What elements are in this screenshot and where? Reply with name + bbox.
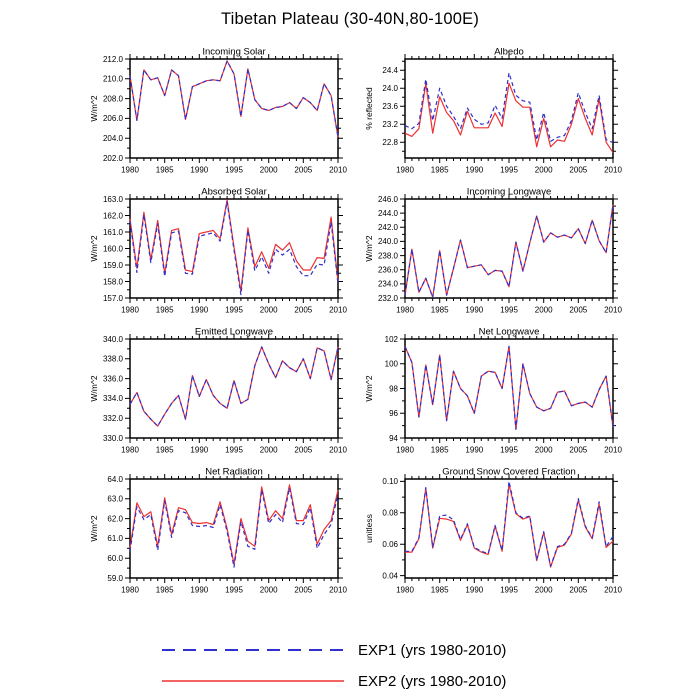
x-tick-label: 2005 [569, 305, 588, 315]
series-line-exp1 [130, 347, 338, 426]
chart-title: Absorbed Solar [201, 186, 267, 198]
series-line-exp2 [130, 485, 338, 564]
y-tick-label: 100 [384, 359, 398, 369]
y-tick-label: 242.0 [377, 223, 398, 233]
chart-title: Incoming Longwave [466, 186, 552, 198]
y-tick-label: 204.0 [102, 134, 123, 143]
y-tick-label: 332.0 [102, 414, 123, 423]
x-tick-label: 1995 [500, 165, 518, 175]
x-tick-label: 1995 [225, 305, 243, 315]
y-tick-label: 212.0 [102, 54, 123, 64]
chart-ground-snow-covered-fraction [364, 467, 622, 595]
x-tick-label: 1995 [225, 445, 243, 455]
y-axis-unit-label: W/m^2 [89, 235, 99, 262]
y-tick-label: 60.0 [107, 554, 123, 563]
y-axis-unit-label: W/m^2 [364, 235, 374, 262]
plot-frame [130, 339, 338, 438]
y-tick-label: 59.0 [107, 573, 123, 583]
y-tick-label: 238.0 [377, 251, 398, 261]
x-tick-label: 2010 [329, 585, 347, 595]
series-line-exp2 [130, 347, 338, 426]
y-axis-unit-label: W/m^2 [89, 515, 99, 542]
x-tick-label: 2000 [259, 445, 278, 455]
x-tick-label: 2000 [534, 585, 553, 595]
x-tick-label: 1985 [430, 305, 449, 315]
y-tick-label: 236.0 [377, 265, 398, 275]
x-tick-label: 1995 [500, 445, 518, 455]
chart-net-radiation [89, 467, 347, 595]
y-tick-label: 336.0 [102, 374, 123, 384]
y-tick-label: 102 [384, 334, 398, 344]
x-tick-label: 1985 [430, 165, 449, 175]
y-tick-label: 24.0 [382, 84, 398, 94]
x-tick-label: 1990 [465, 585, 484, 595]
series-line-exp1 [405, 481, 613, 566]
x-tick-label: 2000 [259, 585, 278, 595]
x-tick-label: 1985 [430, 585, 449, 595]
x-tick-label: 1985 [155, 585, 174, 595]
x-tick-label: 1990 [190, 585, 209, 595]
x-tick-label: 2000 [534, 305, 553, 315]
page-title: Tibetan Plateau (30-40N,80-100E) [220, 10, 480, 28]
x-tick-label: 2010 [604, 165, 622, 175]
y-tick-label: 330.0 [102, 433, 123, 443]
y-tick-label: 0.04 [382, 571, 398, 581]
axis-ticks [400, 54, 618, 163]
y-axis-unit-label: W/m^2 [364, 375, 374, 402]
chart-emitted-longwave [89, 327, 347, 455]
y-axis-unit-label: % reflected [364, 87, 374, 130]
series-line-exp2 [405, 83, 613, 152]
x-tick-label: 2010 [604, 445, 622, 455]
x-tick-label: 2005 [294, 445, 313, 455]
chart-title: Albedo [494, 46, 524, 58]
x-tick-label: 1990 [465, 305, 484, 315]
x-tick-label: 2000 [259, 165, 278, 175]
plot-frame [405, 479, 613, 578]
x-tick-label: 1980 [121, 445, 139, 455]
y-tick-label: 63.0 [107, 494, 123, 504]
y-tick-label: 0.10 [382, 477, 398, 487]
series-line-exp2 [405, 346, 613, 429]
y-tick-label: 338.0 [102, 354, 123, 364]
chart-net-longwave [364, 327, 622, 455]
chart-title: Net Radiation [205, 466, 263, 478]
x-tick-label: 2010 [604, 305, 622, 315]
x-tick-label: 1990 [190, 305, 209, 315]
legend-line-exp1-icon [160, 647, 346, 653]
y-tick-label: 246.0 [377, 194, 398, 204]
x-tick-label: 1995 [225, 165, 243, 175]
x-tick-label: 1990 [190, 445, 209, 455]
series-line-exp2 [130, 61, 338, 137]
x-tick-label: 1985 [430, 445, 449, 455]
y-tick-label: 334.0 [102, 394, 123, 404]
x-tick-label: 1980 [121, 305, 139, 315]
chart-albedo [364, 47, 622, 175]
chart-incoming-solar [89, 47, 347, 175]
axis-ticks [125, 54, 343, 163]
y-tick-label: 161.0 [102, 227, 123, 237]
y-tick-label: 0.06 [382, 540, 398, 550]
axis-ticks [400, 474, 618, 583]
y-axis-unit-label: W/m^2 [89, 375, 99, 402]
x-tick-label: 2010 [329, 165, 347, 175]
legend-line-exp2-icon [160, 678, 346, 684]
x-tick-label: 2010 [329, 305, 347, 315]
y-tick-label: 240.0 [377, 237, 398, 247]
legend [160, 639, 580, 700]
x-tick-label: 1980 [396, 165, 414, 175]
chart-incoming-longwave [364, 187, 622, 315]
series-line-exp1 [130, 61, 338, 137]
x-tick-label: 2005 [294, 585, 313, 595]
y-axis-unit-label: W/m^2 [89, 95, 99, 122]
series-line-exp1 [130, 488, 338, 567]
x-tick-label: 2010 [329, 445, 347, 455]
x-tick-label: 1980 [396, 585, 414, 595]
y-tick-label: 210.0 [102, 74, 123, 84]
x-tick-label: 1990 [465, 445, 484, 455]
y-tick-label: 234.0 [377, 279, 398, 289]
x-tick-label: 1995 [500, 305, 518, 315]
chart-absorbed-solar [89, 187, 347, 315]
chart-title: Incoming Solar [202, 46, 266, 58]
y-tick-label: 163.0 [102, 194, 123, 204]
y-tick-label: 22.8 [382, 138, 398, 148]
legend-label-exp2: EXP2 (yrs 1980-2010) [358, 672, 507, 690]
y-tick-label: 157.0 [102, 293, 123, 303]
x-tick-label: 1980 [121, 585, 139, 595]
y-tick-label: 202.0 [102, 153, 123, 163]
y-tick-label: 340.0 [102, 334, 123, 344]
plot-frame [405, 339, 613, 438]
series-line-exp1 [405, 346, 613, 429]
y-tick-label: 244.0 [377, 208, 398, 218]
x-tick-label: 1985 [155, 165, 174, 175]
x-tick-label: 1995 [500, 585, 518, 595]
x-tick-label: 1985 [155, 305, 174, 315]
x-tick-label: 2010 [604, 585, 622, 595]
y-tick-label: 23.6 [382, 102, 398, 112]
y-tick-label: 94 [389, 433, 398, 443]
x-tick-label: 2005 [294, 305, 313, 315]
series-line-exp2 [405, 485, 613, 568]
chart-title: Net Longwave [478, 326, 540, 338]
x-tick-label: 2005 [569, 165, 588, 175]
y-tick-label: 160.0 [102, 244, 123, 254]
x-tick-label: 2000 [534, 165, 553, 175]
y-tick-label: 62.0 [107, 514, 123, 524]
legend-item-exp1 [160, 639, 580, 661]
x-tick-label: 2000 [534, 445, 553, 455]
x-tick-label: 1980 [396, 305, 414, 315]
y-tick-label: 159.0 [102, 260, 123, 270]
y-tick-label: 158.0 [102, 277, 123, 287]
y-tick-label: 96 [389, 409, 398, 419]
y-tick-label: 208.0 [102, 94, 123, 104]
x-tick-label: 2005 [569, 585, 588, 595]
x-tick-label: 1980 [396, 445, 414, 455]
chart-title: Ground Snow Covered Fraction [442, 466, 576, 478]
y-tick-label: 206.0 [102, 114, 123, 124]
chart-title: Emitted Longwave [194, 326, 274, 338]
x-tick-label: 1985 [155, 445, 174, 455]
y-tick-label: 64.0 [107, 474, 123, 484]
x-tick-label: 1990 [465, 165, 484, 175]
y-tick-label: 61.0 [107, 534, 123, 544]
y-axis-unit-label: unitless [364, 514, 374, 543]
legend-item-exp2 [160, 670, 580, 692]
x-tick-label: 2000 [259, 305, 278, 315]
y-tick-label: 23.2 [382, 120, 398, 130]
series-line-exp1 [405, 205, 613, 298]
x-tick-label: 1980 [121, 165, 139, 175]
legend-label-exp1: EXP1 (yrs 1980-2010) [358, 641, 507, 659]
y-tick-label: 232.0 [377, 293, 398, 303]
y-tick-label: 98 [389, 384, 398, 394]
x-tick-label: 1990 [190, 165, 209, 175]
x-tick-label: 2005 [294, 165, 313, 175]
x-tick-label: 2005 [569, 445, 588, 455]
y-tick-label: 24.4 [382, 66, 398, 76]
x-tick-label: 1995 [225, 585, 243, 595]
y-tick-label: 162.0 [102, 211, 123, 221]
y-tick-label: 0.08 [382, 508, 398, 518]
